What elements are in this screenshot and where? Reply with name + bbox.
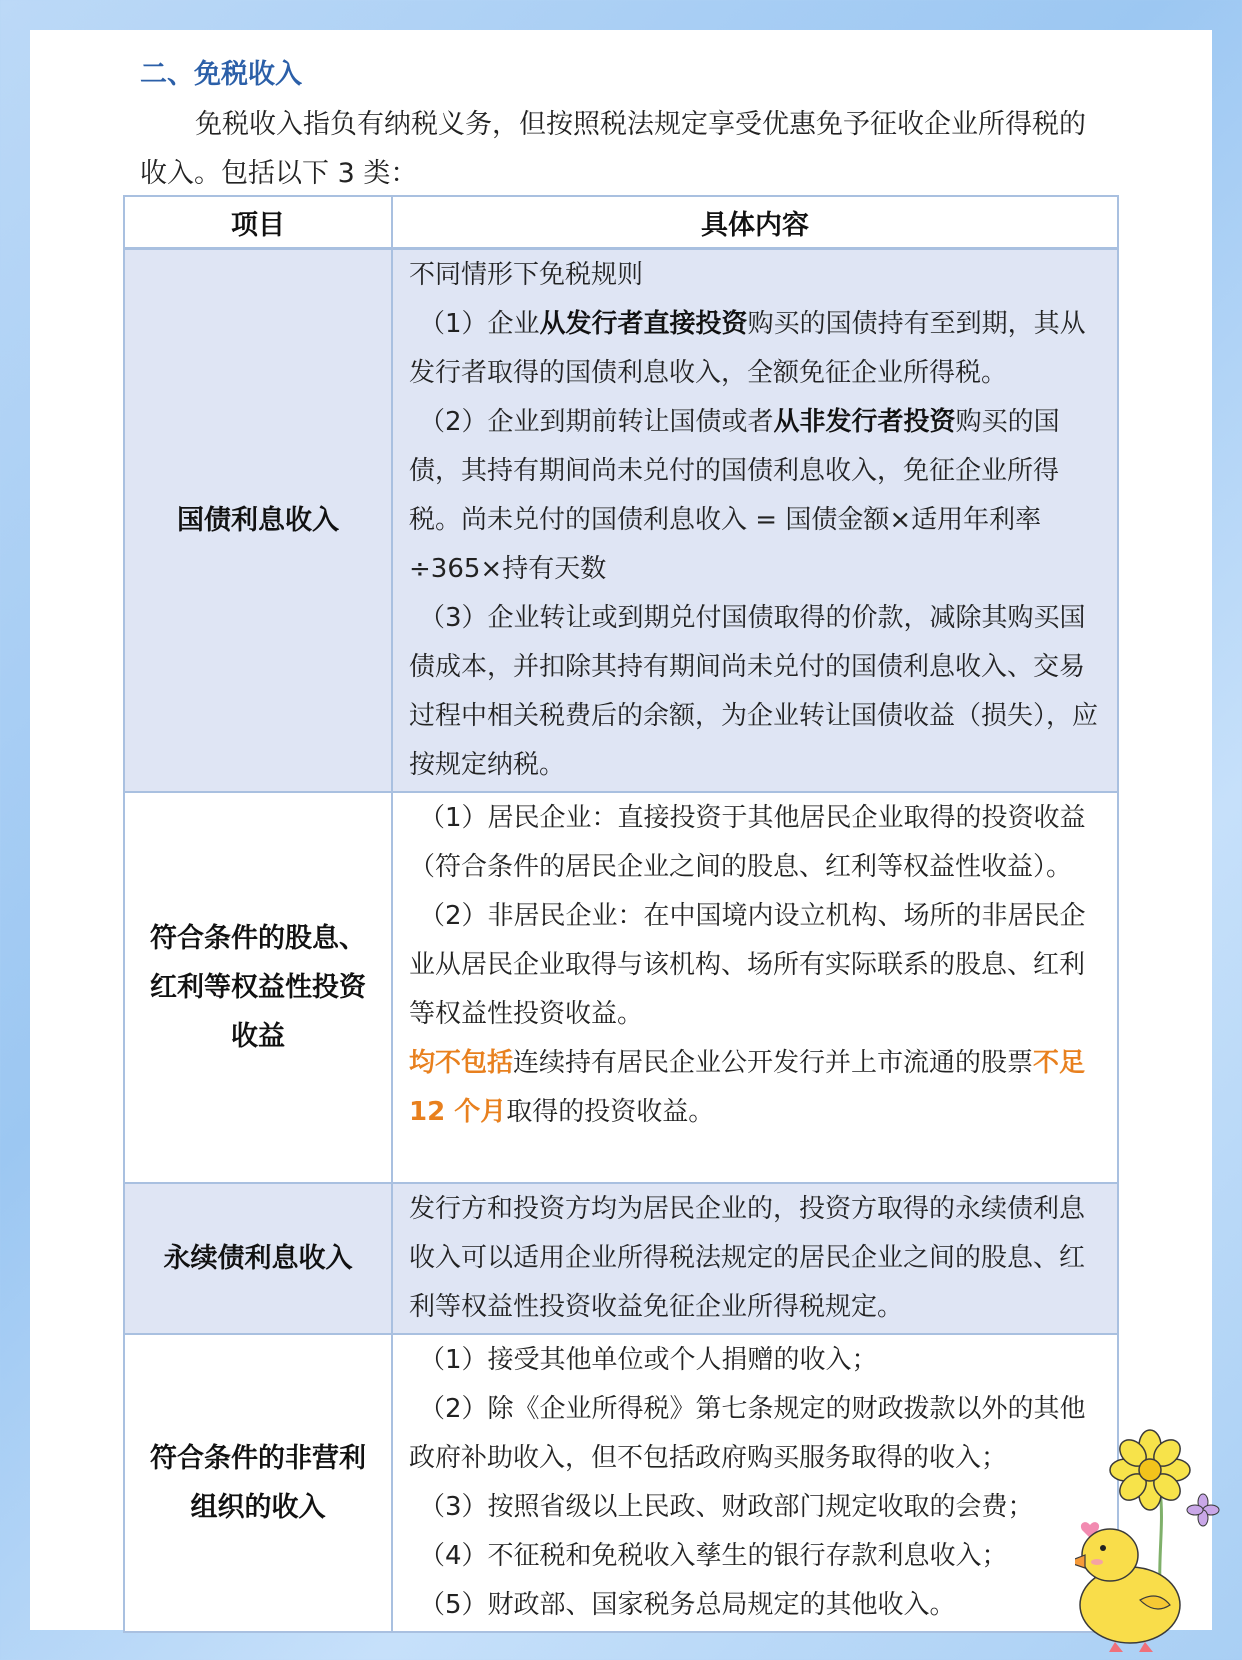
text-run: （1）企业: [419, 309, 540, 339]
table-row: [124, 1334, 1118, 1632]
duck-with-flower-icon: [1075, 1420, 1242, 1660]
text-run: 连续持有居民企业公开发行并上市流通的股票: [513, 1048, 1034, 1078]
section-title: 二、免税收入: [140, 59, 302, 90]
detail-paragraph: [409, 300, 1103, 398]
list-item: （4）不征税和免税收入孳生的银行存款利息收入；: [419, 1541, 1008, 1571]
text-run: （2）企业到期前转让国债或者: [419, 407, 774, 437]
emphasis-text: 从非发行者投资: [773, 407, 956, 437]
row-item-label: 符合条件的股息、红利等权益性投资收益: [124, 792, 392, 1183]
detail-paragraph: （1）居民企业：直接投资于其他居民企业取得的投资收益（符合条件的居民企业之间的股息、红利等权益性收益）。: [409, 803, 1086, 882]
text-run: 取得的投资收益。: [506, 1097, 715, 1127]
list-item: （3）按照省级以上民政、财政部门规定收取的会费；: [419, 1492, 1034, 1522]
list-item: （2）除《企业所得税》第七条规定的财政拨款以外的其他政府补助收入，但不包括政府购买服务取得的收入；: [409, 1394, 1086, 1473]
highlight-text: 均不包括: [409, 1048, 514, 1078]
row-item-label: 永续债利息收入: [124, 1183, 392, 1334]
row-item-label: 国债利息收入: [124, 249, 392, 793]
detail-lead: 不同情形下免税规则: [409, 260, 644, 290]
highlight-text: 不足 12 个月: [409, 1048, 1086, 1127]
header-item: 项目: [124, 196, 392, 249]
row-detail: [392, 1334, 1118, 1632]
emphasis-text: 从发行者直接投资: [539, 309, 748, 339]
table-row: [124, 249, 1118, 793]
row-detail: [392, 249, 1118, 793]
header-detail: 具体内容: [392, 196, 1118, 249]
row-detail: 发行方和投资方均为居民企业的，投资方取得的永续债利息收入可以适用企业所得税法规定的居民企业之间的股息、红利等权益性投资收益免征企业所得税规定。: [392, 1183, 1118, 1334]
table-row: [124, 792, 1118, 1183]
row-detail: [392, 792, 1118, 1183]
detail-paragraph: （2）非居民企业：在中国境内设立机构、场所的非居民企业从居民企业取得与该机构、场所有实际联系的股息、红利等权益性投资收益。: [409, 901, 1086, 1029]
detail-note: [409, 1039, 1103, 1137]
exempt-income-table: [123, 195, 1119, 1633]
text-run: 购买的国债持有至到期，其从发行者取得的国债利息收入，全额免征企业所得税。: [409, 309, 1086, 388]
list-item: （5）财政部、国家税务总局规定的其他收入。: [419, 1590, 956, 1620]
section-intro: 免税收入指负有纳税义务，但按照税法规定享受优惠免予征收企业所得税的收入。包括以下 3 类：: [140, 109, 1086, 189]
detail-paragraph: [409, 398, 1103, 594]
table-header-row: [124, 196, 1118, 249]
list-item: （1）接受其他单位或个人捐赠的收入；: [419, 1345, 878, 1375]
table-row: [124, 1183, 1118, 1334]
detail-paragraph: （3）企业转让或到期兑付国债取得的价款，减除其购买国债成本，并扣除其持有期间尚未兑付的国债利息收入、交易过程中相关税费后的余额，为企业转让国债收益（损失），应按规定纳税。: [409, 603, 1099, 780]
row-item-label: 符合条件的非营利组织的收入: [124, 1334, 392, 1632]
text-run: 购买的国债，其持有期间尚未兑付的国债利息收入，免征企业所得税。尚未兑付的国债利息收入 = 国债金额×适用年利率÷365×持有天数: [409, 407, 1060, 584]
